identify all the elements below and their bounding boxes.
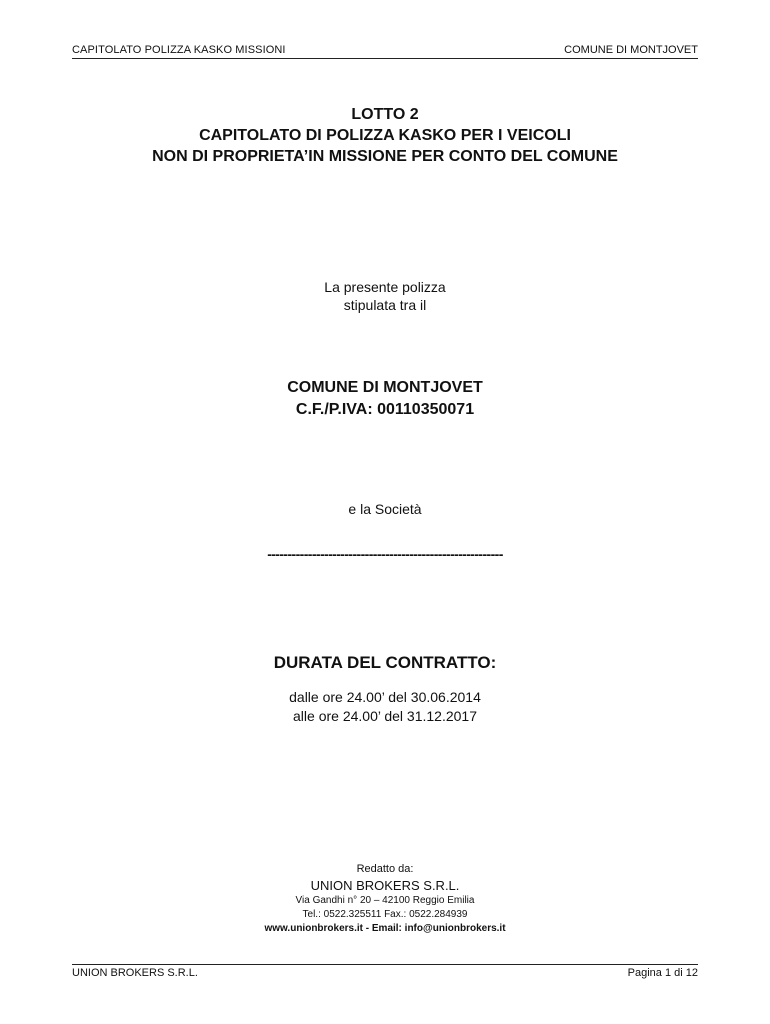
intro-line-1: La presente polizza xyxy=(324,279,446,295)
entity-tax-id: C.F./P.IVA: 00110350071 xyxy=(295,401,475,418)
duration-from: dalle ore 24.00’ del 30.06.2014 xyxy=(289,689,481,705)
entity-name: COMUNE DI MONTJOVET xyxy=(287,379,483,396)
counterparty-label: e la Società xyxy=(348,501,422,517)
title-subtitle: NON DI PROPRIETA’IN MISSIONE PER CONTO DEL COMUNE xyxy=(152,148,618,165)
title-main: CAPITOLATO DI POLIZZA KASKO PER I VEICOLI xyxy=(199,127,571,144)
document-title-block xyxy=(0,104,770,167)
footer-page-number: Pagina 1 di 12 xyxy=(627,967,698,979)
contracting-entity-block xyxy=(0,377,770,421)
drafted-by-web-email: www.unionbrokers.it - Email: info@unionbrokers.it xyxy=(264,923,506,934)
header-document-title: CAPITOLATO POLIZZA KASKO MISSIONI xyxy=(72,44,286,56)
drafted-by-block xyxy=(0,862,770,936)
duration-block xyxy=(0,688,770,726)
counterparty-placeholder: ---------------------------------------------------------- xyxy=(267,546,503,562)
title-lot: LOTTO 2 xyxy=(351,106,419,123)
intro-line-2: stipulata tra il xyxy=(343,297,427,313)
footer-divider xyxy=(72,964,698,965)
footer-company: UNION BROKERS S.R.L. xyxy=(72,967,198,979)
header-municipality: COMUNE DI MONTJOVET xyxy=(564,44,698,56)
duration-title: DURATA DEL CONTRATTO: xyxy=(273,653,497,672)
header-divider xyxy=(72,58,698,59)
drafted-by-address: Via Gandhi n° 20 – 42100 Reggio Emilia xyxy=(295,895,475,906)
duration-to: alle ore 24.00’ del 31.12.2017 xyxy=(293,708,477,724)
drafted-by-company: UNION BROKERS S.R.L. xyxy=(310,878,460,893)
drafted-by-label: Redatto da: xyxy=(356,863,414,875)
intro-block xyxy=(0,278,770,314)
drafted-by-phone-fax: Tel.: 0522.325511 Fax.: 0522.284939 xyxy=(302,909,468,920)
